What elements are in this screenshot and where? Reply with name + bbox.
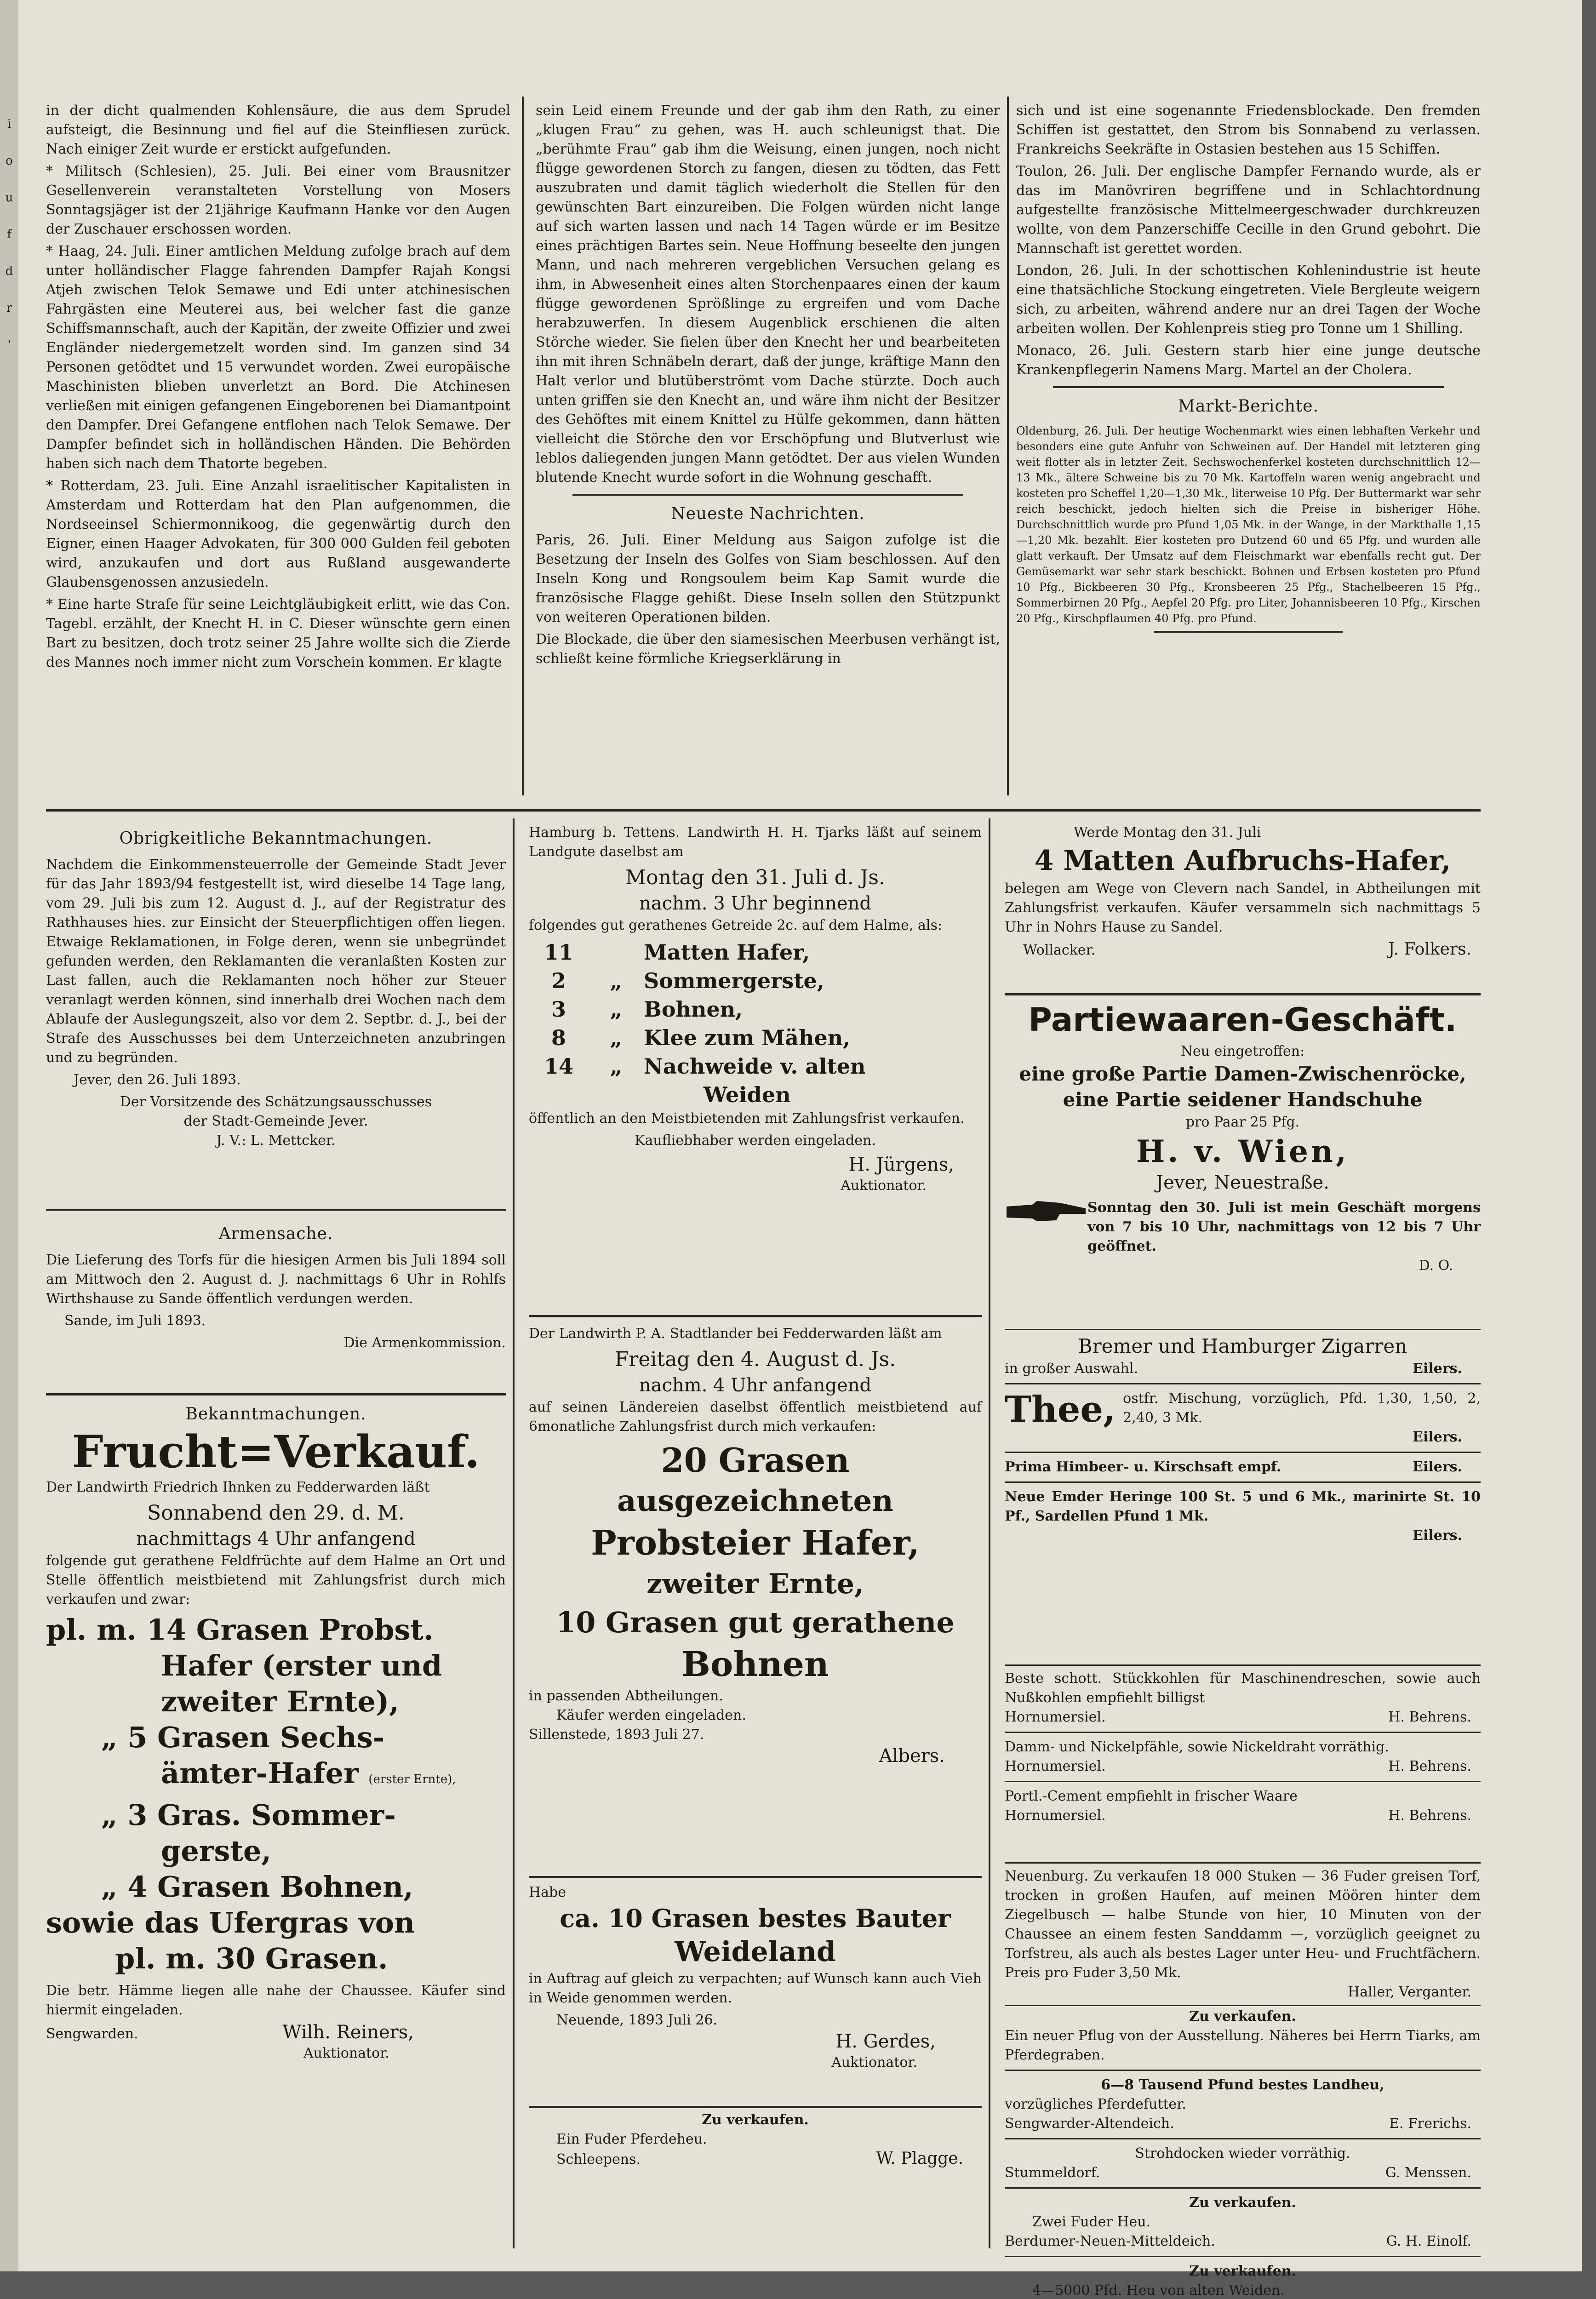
ad-place: Hornumersiel.	[1005, 1807, 1106, 1824]
ad-heading: Zu verkaufen.	[702, 2112, 809, 2128]
ad-date: Montag den 31. Juli d. Js.	[625, 866, 885, 889]
ad-signature: H. Behrens.	[1388, 1807, 1471, 1824]
ad-line: Probsteier Hafer,	[591, 1523, 920, 1563]
ad-signature: Albers.	[879, 1745, 945, 1767]
ad-place: Jever, den 26. Juli 1893.	[74, 1072, 241, 1088]
ad-signature: G. Menssen.	[1385, 2165, 1471, 2181]
ad-text: Nachdem die Einkommensteuerrolle der Gemeinde Stadt Jever für das Jahr 1893/94 festgestellt ist, wird dieselbe 14 Tage lang, vom 29. Juli bis zum 12. August d. J., auf der Registratur des Rathhauses hies. zur Einsicht der Steuerpflichtigen offen liegen. Etwaige Reklamationen, in Folge deren, wenn sie unbegründet gefunden werden, den Reklamanten die veranlaßten Kosten zur Last fallen, auch die Reklamanten noch höher zur Steuer veranlagt werden können, sind innerhalb drei Wochen nach dem Ablaufe der Auslegungszeit, also vor dem 2. Septbr. d. J., bei der Strafe des Ausschusses bei dem Unterzeichneten anzubringen und zu begründen.	[46, 857, 506, 1066]
ad-rule	[529, 1876, 982, 1878]
ad-text: Die betr. Hämme liegen alle nahe der Chaussee. Käufer sind hiermit eingeladen.	[46, 1983, 506, 2018]
ad-signature: H. Behrens.	[1388, 1709, 1471, 1725]
ad-rule	[1005, 993, 1481, 995]
newspaper-page	[18, 0, 1582, 2299]
ad-text: Portl.-Cement empfiehlt in frischer Waare	[1005, 1788, 1298, 1804]
ad-line: sowie das Ufergras von	[46, 1906, 415, 1939]
ad-signature: J. V.: L. Mettcker.	[216, 1132, 336, 1149]
ad-text: öffentlich an den Meistbietenden mit Zahlungsfrist verkaufen.	[529, 1110, 965, 1127]
ad-rule	[46, 1393, 506, 1395]
ad-rule	[1005, 2187, 1481, 2189]
ad-line: eine Partie seidener Handschuhe	[1063, 1088, 1423, 1111]
ad-invite: Kaufliebhaber werden eingeladen.	[635, 1132, 876, 1149]
ad-text: Ein Fuder Pferdeheu.	[556, 2131, 707, 2147]
ad-text: folgendes gut gerathenes Getreide 2c. auf dem Halme, als:	[529, 917, 942, 933]
article: sein Leid einem Freunde und der gab ihm den Rath, zu einer „klugen Frau“ zu gehen, was H. auch schleunigst that. Die „berühmte Frau“ gab ihm die Weisung, einen jungen, noch nicht flügge gewordenen Storch zu fangen, diesen zu tödten, das Fett auszubraten und damit täglich wiederholt die Stellen für den gewünschten Bart einzureiben. Die Folgen würden nicht lange auf sich warten lassen und nach 14 Tagen würde er im Besitze eines prächtigen Bartes sein. Neue Hoffnung beseelte den jungen Mann, und nach mehreren vergeblichen Versuchen gelang es ihm, in Abwesenheit eines alten Storchenpaares einen der kaum flügge gewordenen Sprößlinge zu ergreifen und vom Dache herabzuwerfen. In diesem Augenblick erschienen die alten Störche wieder. Sie fielen über den Knecht her und bearbeiteten ihn mit ihren Schnäbeln derart, daß der junge, kräftige Mann den Halt verlor und blutüberströmt vom Dache stürzte. Doch auch unten griffen sie den Knecht an, und wäre ihm nicht der Besitzer des Gehöftes mit einem Knittel zu Hülfe gekommen, dann hätten vielleicht die Störche den vor Erschöpfung und Blutverlust wie leblos daliegenden jungen Mann getödtet. Der aus vielen Wunden blutende Knecht wurde sofort in die Wohnung geschafft.	[536, 103, 1000, 486]
news-column-1	[46, 101, 510, 800]
ad-item	[529, 938, 982, 966]
ad-line: eine große Partie Damen-Zwischenröcke,	[1019, 1063, 1466, 1085]
ad-signature: der Stadt-Gemeinde Jever.	[183, 1113, 368, 1129]
ad-signature: Eilers.	[1413, 1429, 1462, 1445]
ad-text: 4—5000 Pfd. Heu von alten Weiden.	[1032, 2282, 1285, 2299]
ad-text: Beste schott. Stückkohlen für Maschinendreschen, sowie auch Nußkohlen empfiehlt billigst	[1005, 1670, 1481, 1706]
ad-place: Sillenstede, 1893 Juli 27.	[529, 1727, 704, 1743]
ad-place: Hornumersiel.	[1005, 1758, 1106, 1774]
ad-heading: Zu verkaufen.	[1189, 2195, 1296, 2211]
article: Toulon, 26. Juli. Der englische Dampfer Fernando wurde, als er das im Manövriren begriffene und in Schlachtordnung aufgestellte französische Mittelmeergeschwader durchkreuzen wollte, von dem Panzerschiffe Cecille in den Grund gebohrt. Die Mannschaft ist gerettet worden.	[1016, 163, 1481, 257]
section-heading: Markt-Berichte.	[1178, 397, 1319, 416]
item-mark: „	[610, 1054, 623, 1079]
ad-rule	[1005, 2256, 1481, 2257]
ad-role: Auktionator.	[841, 1178, 927, 1194]
ad-line: Hafer (erster und	[161, 1649, 442, 1682]
ad-text: belegen am Wege von Clevern nach Sandel, in Abtheilungen mit Zahlungsfrist verkaufen. Käufer versammeln sich nachmittags 5 Uhr in Nohrs Hause zu Sandel.	[1005, 881, 1481, 935]
article: * Haag, 24. Juli. Einer amtlichen Meldung zufolge brach auf dem unter holländischer Flagge fahrenden Dampfer Rajah Kongsi Atjeh zwischen Telok Semawe und Edi unter atchinesischen Fahrgästen eine Meuterei aus, bei welcher fast die ganze Schiffsmannschaft, auch der Kapitän, der zweite Offizier und zwei Engländer niedergemetzelt worden sind. Im ganzen sind 34 Personen getödtet und 15 verwundet worden. Zwei europäische Maschinisten blieben unverletzt an Bord. Die Atchinesen verließen mit einigen gefangenen Eingeborenen bei Diamantpoint den Dampfer. Drei Gefangene entflohen nach Telok Semawe. Der Dampfer befindet sich in holländischen Händen. Die Behörden haben sich nach dem Thatorte begeben.	[46, 243, 510, 472]
ad-signature-row	[1005, 1806, 1481, 1825]
section-rule	[46, 809, 1481, 812]
ad-text: in passenden Abtheilungen.	[529, 1688, 723, 1704]
ad-signature-row	[1005, 2232, 1481, 2251]
ad-invite: Käufer werden eingeladen.	[556, 1707, 746, 1723]
article: * Eine harte Strafe für seine Leichtgläubigkeit erlitt, wie das Con. Tagebl. erzählt, der Knecht H. in C. Dieser wünschte gern einen Bart zu besitzen, doch trotz seiner 25 Jahre wollte sich die Zierde des Mannes noch immer nicht zum Vorschein kommen. Er klagte	[46, 596, 510, 670]
ad-eilers	[1005, 1333, 1481, 1664]
ad-line: Weideland	[675, 1936, 836, 1968]
ad-line: „ 3 Gras. Sommer-	[101, 1798, 396, 1832]
ad-text: Prima Himbeer- u. Kirschsaft empf.	[1005, 1459, 1281, 1475]
ad-text: vorzügliches Pferdefutter.	[1005, 2096, 1186, 2112]
margin-letter: u	[5, 191, 13, 205]
item-text: Matten Hafer,	[644, 940, 810, 965]
ad-signature: Haller, Verganter.	[1348, 1984, 1471, 2000]
ad-place: Sengwarder-Altendeich.	[1005, 2116, 1174, 2132]
ad-neuenburg	[1005, 1867, 1481, 2005]
ad-text: Der Landwirth P. A. Stadtlander bei Fedderwarden läßt am	[529, 1326, 942, 1342]
ad-text: Ein neuer Pflug von der Ausstellung. Näheres bei Herrn Tiarks, am Pferdegraben.	[1005, 2028, 1481, 2063]
margin-letter: i	[7, 117, 11, 131]
ad-signature: H. Jürgens,	[848, 1154, 954, 1175]
ad-armen	[46, 1218, 506, 1389]
margin-letter: d	[5, 264, 13, 278]
ad-text: in Auftrag auf gleich zu verpachten; auf Wunsch kann auch Vieh in Weide genommen werden.	[529, 1971, 982, 2006]
item-mark: „	[610, 1025, 623, 1050]
ad-address: Jever, Neuestraße.	[1156, 1172, 1329, 1193]
ad-item	[529, 1024, 982, 1052]
ad-pre: Werde Montag den 31. Juli	[1074, 824, 1261, 841]
ad-line: Bremer und Hamburger Zigarren	[1078, 1335, 1407, 1357]
ad-signature-row	[1005, 1757, 1481, 1776]
column-rule	[522, 97, 524, 795]
ad-behrens	[1005, 1669, 1481, 1862]
ad-shop-name: H. v. Wien,	[1136, 1133, 1349, 1169]
ad-text: Neue Emder Heringe 100 St. 5 und 6 Mk., marinirte St. 10 Pf., Sardellen Pfund 1 Mk.	[1005, 1489, 1481, 1524]
ad-signature: H. Behrens.	[1388, 1758, 1471, 1774]
ad-pre-heading: Bekanntmachungen.	[185, 1405, 366, 1424]
ad-heading: Zu verkaufen.	[1189, 2263, 1296, 2279]
ad-rule	[1005, 1862, 1481, 1864]
ad-signature: G. H. Einolf.	[1386, 2233, 1471, 2249]
ad-time: nachm. 4 Uhr anfangend	[639, 1375, 872, 1396]
ad-line: 20 Grasen	[661, 1441, 850, 1480]
ad-time: nachmittags 4 Uhr anfangend	[136, 1528, 416, 1550]
column-rule	[989, 818, 990, 2248]
ad-line-note: (erster Ernte),	[368, 1773, 456, 1786]
ad-line: pl. m. 14 Grasen Probst.	[46, 1613, 434, 1647]
article: * Militsch (Schlesien), 25. Juli. Bei einer vom Brausnitzer Gesellenverein veranstalteten Vorstellung von Mosers Sonntagsjäger ist der 21jährige Kaufmann Hanke vor den Augen der Zuschauer erschossen worden.	[46, 163, 510, 237]
pointing-hand-icon	[1005, 1198, 1087, 1226]
ad-signature-row	[1005, 2114, 1481, 2133]
market-report: Oldenburg, 26. Juli. Der heutige Wochenmarkt wies einen lebhaften Verkehr und besonders eine gute Anfuhr von Schweinen auf. Der Handel mit letzteren ging weit flotter als in letzter Zeit. Sechswochenferkel kosteten durchschnittlich 12—13 Mk., ältere Schweine bis zu 70 Mk. Kartoffeln waren wenig angebracht und kosteten pro Scheffel 1,20—1,30 Mk., literweise 10 Pfg. Der Buttermarkt war sehr reich beschickt, jedoch hielten sich die Preise in bisheriger Höhe. Durchschnittlich wurde pro Pfund 1,05 Mk. in der Wange, in der Markthalle 1,15—1,20 Mk. bezahlt. Eier kosteten pro Dutzend 60 und 65 Pfg. und wurden alle glatt verkauft. Der Umsatz auf dem Fleischmarkt war ebenfalls recht gut. Der Gemüsemarkt war sehr stark beschickt. Bohnen und Erbsen kosteten pro Pfund 10 Pfg., Bickbeeren 30 Pfg., Kronsbeeren 25 Pfg., Stachelbeeren 15 Pfg., Sommerbirnen 20 Pfg., Aepfel 20 Pfg. pro Liter, Johannisbeeren 10 Pfg., Kirschen 20 Pfg., Kirschpflaumen 40 Pfg. pro Pfund.	[1016, 424, 1481, 625]
ad-title: Partiewaaren-Geschäft.	[1028, 1001, 1457, 1039]
ad-notice-row	[1005, 1198, 1481, 1256]
ad-text: Die Lieferung des Torfs für die hiesigen Armen bis Juli 1894 soll am Mittwoch den 2. August d. J. nachmittags 6 Uhr in Rohlfs Wirthshause zu Sande öffentlich verdungen werden.	[46, 1252, 506, 1307]
ad-place: Berdumer-Neuen-Mitteldeich.	[1005, 2233, 1215, 2249]
ad-notice: Sonntag den 30. Juli ist mein Geschäft morgens von 7 bis 10 Uhr, nachmittags von 12 bis 7 Uhr geöffnet.	[1087, 1200, 1481, 1254]
margin-letter: f	[7, 228, 11, 241]
ad-line: „ 5 Grasen Sechs-	[101, 1721, 385, 1754]
ad-line: „ 4 Grasen Bohnen,	[101, 1870, 413, 1904]
item-text: Nachweide v. alten	[644, 1054, 866, 1079]
ad-text: ostfr. Mischung, vorzüglich, Pfd. 1,30, 1,50, 2, 2,40, 3 Mk.	[1123, 1390, 1481, 1426]
article: in der dicht qualmenden Kohlensäure, die aus dem Sprudel aufsteigt, die Besinnung und fiel auf die Steinfliesen zurück. Nach einiger Zeit wurde er erstickt aufgefunden.	[46, 103, 510, 157]
article: London, 26. Juli. In der schottischen Kohlenindustrie ist heute eine thatsächliche Stockung eingetreten. Viele Bergleute weigern sich, zu arbeiten, während andere nur an drei Tagen der Woche arbeiten wollen. Der Kohlenpreis stieg pro Tonne um 1 Shilling.	[1016, 263, 1481, 337]
news-column-2	[536, 101, 1000, 800]
ad-text: Neuenburg. Zu verkaufen 18 000 Stuken — 36 Fuder greisen Torf, trocken in großen Haufen, auf meinen Möören hinter dem Ziegelbusch — halbe Stunde von hier, 10 Minuten von der Chaussee an einem festen Sanddamm —, vorzüglich geeignet zu Torfstreu, als auch als bestes Lager unter Heu- und Fruchtfächern. Preis pro Fuder 3,50 Mk.	[1005, 1868, 1481, 1981]
ad-line: zweiter Ernte,	[646, 1568, 864, 1600]
ad-rule	[529, 1315, 982, 1317]
ad-rule	[1005, 1329, 1481, 1330]
item-text: Bohnen,	[644, 997, 743, 1022]
ad-rule	[1005, 2070, 1481, 2071]
ad-place: Hornumersiel.	[1005, 1709, 1106, 1725]
ad-partie	[1005, 998, 1481, 1329]
margin-strip	[0, 0, 18, 2271]
column-rule	[1007, 97, 1009, 795]
divider	[572, 494, 963, 496]
ad-place: Schleepens.	[556, 2151, 641, 2167]
article: Paris, 26. Juli. Einer Meldung aus Saigon zufolge ist die Besetzung der Inseln des Golfes von Siam beschlossen. Auf den Inseln Kong und Rongsoulem beim Kap Samit wurde die französische Flagge gehißt. Diese Inseln sollen den Stützpunkt von weiteren Operationen bilden.	[536, 532, 1000, 625]
ad-text: in großer Auswahl.	[1005, 1361, 1138, 1377]
ad-line: ca. 10 Grasen bestes Bauter	[560, 1904, 951, 1933]
item-qty: 11	[543, 940, 573, 965]
ad-signature: E. Frerichs.	[1389, 2116, 1471, 2132]
ad-matten	[1005, 823, 1481, 993]
article: * Rotterdam, 23. Juli. Eine Anzahl israelitischer Kapitalisten in Amsterdam und Rotterdam hat den Plan aufgenommen, die Nordseeinsel Schiermonnikoog, die gegenwärtig durch den Eigner, einen Haager Advokaten, für 300 000 Gulden feil geboten wird, anzukaufen und dort aus Rußland ausgewanderte Glaubensgenossen anzusiedeln.	[46, 478, 510, 590]
ad-signature-row	[1005, 1359, 1481, 1378]
ad-rule	[1005, 1452, 1481, 1453]
item-qty: 14	[543, 1054, 573, 1079]
margin-letter: r	[6, 301, 12, 315]
margin-letter: '	[7, 338, 11, 352]
ad-text: 6—8 Tausend Pfund bestes Landheu,	[1101, 2077, 1384, 2093]
ad-signature-row	[529, 2149, 982, 2169]
ad-text: folgende gut gerathene Feldfrüchte auf dem Halme an Ort und Stelle öffentlich meistbietend mit Zahlungsfrist durch mich verkaufen und zwar:	[46, 1553, 506, 1607]
ad-time: nachm. 3 Uhr beginnend	[639, 893, 871, 914]
ad-signature: H. Gerdes,	[835, 2031, 936, 2052]
section-heading: Neueste Nachrichten.	[671, 504, 865, 523]
ad-line: pro Paar 25 Pfg.	[1185, 1114, 1300, 1130]
ad-small	[1005, 2007, 1481, 2299]
ad-item	[529, 1052, 982, 1081]
ad-text: Hamburg b. Tettens. Landwirth H. H. Tjarks läßt auf seinem Landgute daselbst am	[529, 824, 982, 860]
margin-letters	[0, 0, 18, 363]
ad-line: zweiter Ernte),	[161, 1685, 399, 1718]
ad-text: Strohdocken wieder vorräthig.	[1135, 2145, 1350, 2162]
ad-place: Stummeldorf.	[1005, 2165, 1100, 2181]
ad-sub: Neu eingetroffen:	[1180, 1043, 1305, 1059]
ad-signature: Eilers.	[1413, 1527, 1462, 1544]
column-rule	[513, 818, 515, 2248]
ad-signature-row	[46, 2023, 506, 2044]
ad-rule	[529, 2106, 982, 2108]
ad-item	[529, 995, 982, 1024]
ad-signature-row	[1005, 2163, 1481, 2183]
divider	[1154, 631, 1343, 633]
ad-line: Bohnen	[681, 1645, 829, 1684]
ad-signature-row	[1005, 1458, 1481, 1477]
ad-pre: Habe	[529, 1884, 566, 1900]
article: sich und ist eine sogenannte Friedensblockade. Den fremden Schiffen ist gestattet, den Strom bis Sonnabend zu verlassen. Frankreichs Seekräfte in Ostasien bestehen aus 15 Schiffen.	[1016, 103, 1481, 157]
ad-rule	[1005, 2138, 1481, 2139]
ad-rule	[1005, 1664, 1481, 1666]
item-mark: „	[610, 968, 623, 993]
item-mark: „	[610, 997, 623, 1022]
ad-signature-row	[1005, 1708, 1481, 1727]
ad-item	[529, 966, 982, 995]
item-qty: 8	[551, 1025, 566, 1050]
article: Die Blockade, die über den siamesischen Meerbusen verhängt ist, schließt keine förmliche Kriegserklärung in	[536, 631, 1000, 667]
ad-heading: Armensache.	[218, 1224, 333, 1243]
ad-signature: D. O.	[1419, 1258, 1453, 1274]
ad-heading: Zu verkaufen.	[1189, 2008, 1296, 2024]
ad-role: Auktionator.	[303, 2045, 389, 2061]
item-qty: 3	[551, 997, 566, 1022]
ad-text: Damm- und Nickelpfähle, sowie Nickeldraht vorräthig.	[1005, 1739, 1389, 1755]
ad-place: Sande, im Juli 1893.	[64, 1313, 206, 1329]
ad-place: Sengwarden.	[46, 2026, 138, 2042]
ad-stadtlander	[529, 1324, 982, 1867]
ad-signature-row	[1005, 940, 1481, 960]
ad-signature: W. Plagge.	[876, 2149, 963, 2168]
ad-rule	[1005, 1383, 1481, 1384]
ad-place: Neuende, 1893 Juli 26.	[556, 2012, 718, 2028]
divider	[1053, 386, 1444, 388]
ad-title: 4 Matten Aufbruchs-Hafer,	[1034, 845, 1451, 877]
ad-signature: J. Folkers.	[1388, 940, 1471, 959]
ad-line: 10 Grasen gut gerathene	[556, 1606, 955, 1639]
ad-hamburg	[529, 823, 982, 1310]
ad-signature: Die Armenkommission.	[343, 1335, 506, 1351]
ad-thee: Thee,	[1005, 1389, 1116, 1430]
ad-text: Zwei Fuder Heu.	[1032, 2214, 1151, 2230]
ad-rule	[1005, 1781, 1481, 1782]
ad-line: ausgezeichneten	[617, 1484, 893, 1518]
ad-rule	[1005, 1481, 1481, 1483]
ad-item-cont: Weiden	[704, 1082, 791, 1107]
ad-line-text: ämter-Hafer	[161, 1756, 359, 1790]
ad-frucht	[46, 1402, 506, 2248]
ad-place: Wollacker.	[1023, 942, 1096, 958]
item-qty: 2	[551, 968, 566, 993]
article: Monaco, 26. Juli. Gestern starb hier eine junge deutsche Krankenpflegerin Namens Marg. Martel an der Cholera.	[1016, 343, 1481, 378]
ad-line: pl. m. 30 Grasen.	[115, 1942, 388, 1975]
ad-rule	[1005, 2005, 1481, 2006]
ad-role: Auktionator.	[831, 2054, 917, 2070]
margin-letter: o	[6, 154, 13, 168]
news-column-3	[1016, 101, 1481, 800]
ad-line: gerste,	[161, 1834, 272, 1868]
ad-date: Freitag den 4. August d. Js.	[614, 1348, 896, 1371]
ad-thee-row	[1005, 1389, 1481, 1447]
ad-date: Sonnabend den 29. d. M.	[147, 1501, 405, 1525]
ad-heading: Obrigkeitliche Bekanntmachungen.	[119, 829, 433, 848]
ad-signature: Eilers.	[1413, 1361, 1462, 1377]
ad-pferd	[529, 2110, 982, 2184]
ad-text: auf seinen Ländereien daselbst öffentlich meistbietend auf 6monatliche Zahlungsfrist durch mich verkaufen:	[529, 1399, 982, 1435]
ad-line	[46, 1756, 506, 1797]
ad-signature: Eilers.	[1413, 1459, 1462, 1475]
ad-signature: Wilh. Reiners,	[282, 2022, 414, 2043]
ad-rule	[1005, 1732, 1481, 1733]
ad-rule	[46, 1209, 506, 1211]
ad-bauter	[529, 1883, 982, 2104]
item-text: Sommergerste,	[644, 968, 824, 993]
ad-text: Der Landwirth Friedrich Ihnken zu Fedderwarden läßt	[46, 1479, 430, 1495]
ad-signature: Der Vorsitzende des Schätzungsausschusses	[120, 1094, 432, 1110]
item-text: Klee zum Mähen,	[644, 1025, 851, 1050]
ad-title: Frucht=Verkauf.	[72, 1426, 480, 1478]
